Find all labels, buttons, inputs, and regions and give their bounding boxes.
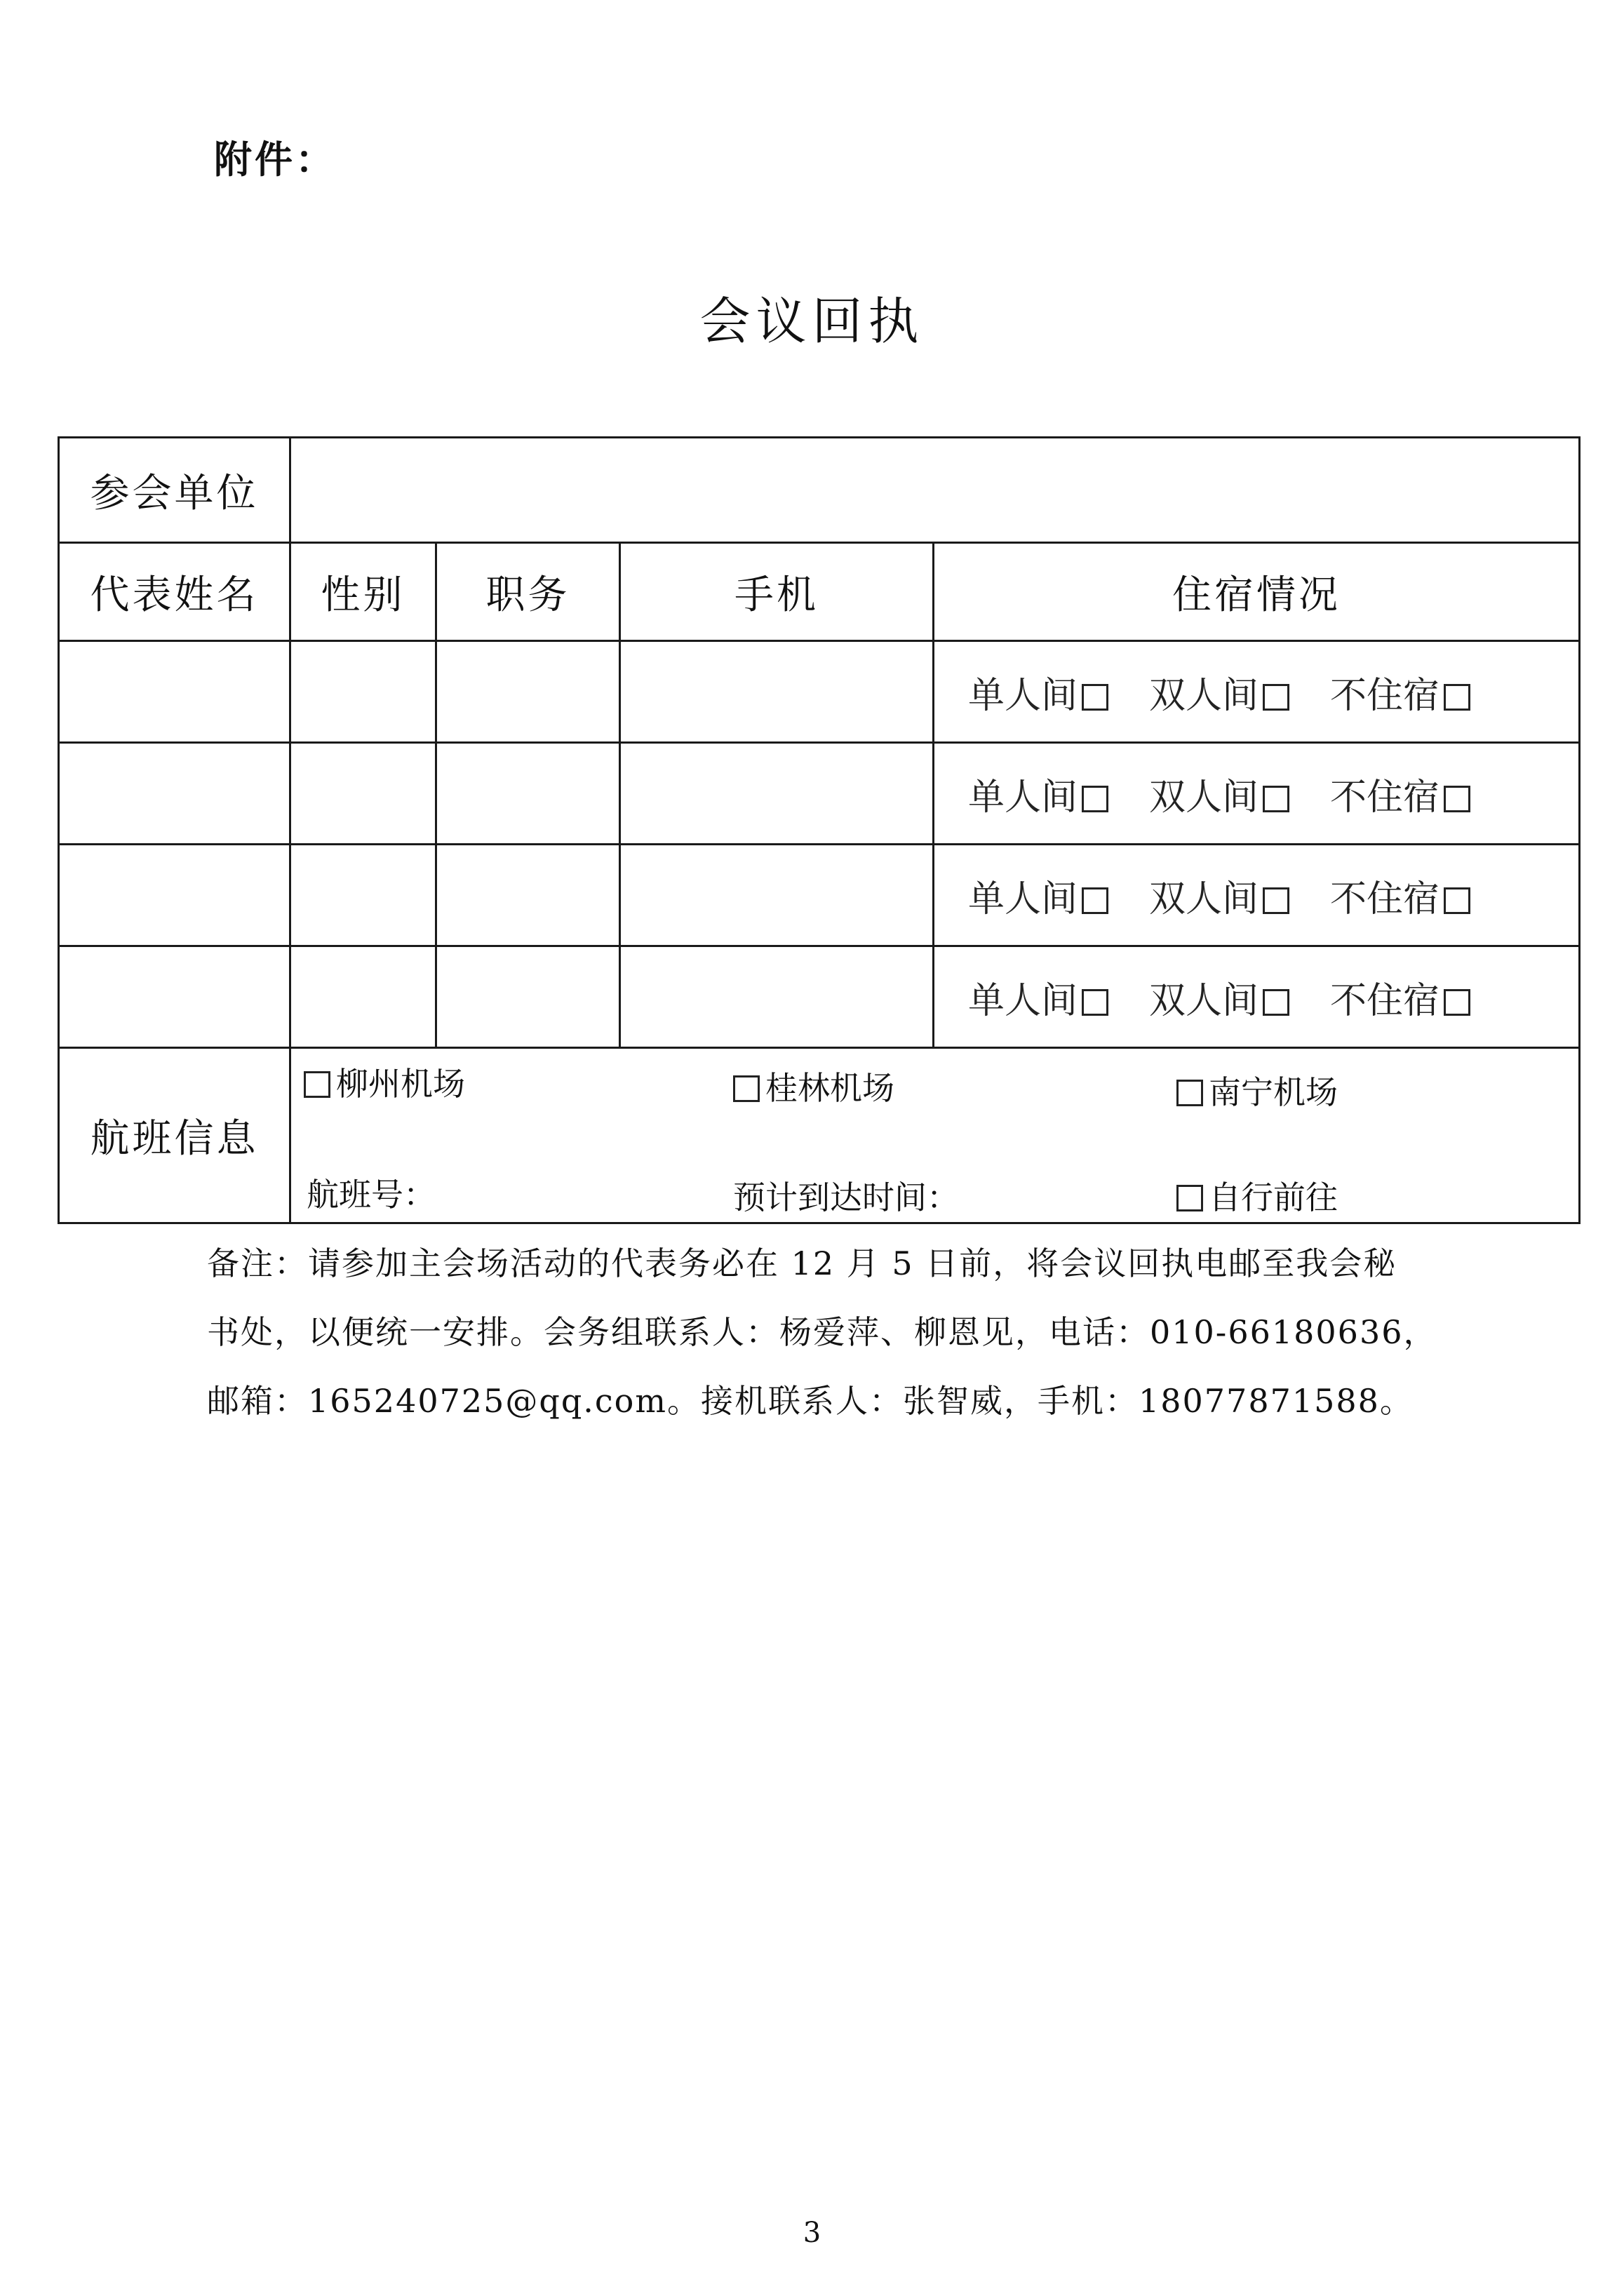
checkbox-icon[interactable] xyxy=(1444,786,1470,812)
single-room-label: 单人间 xyxy=(968,776,1078,819)
lodging-options xyxy=(934,845,1580,946)
nanning-airport-option[interactable] xyxy=(1176,1067,1338,1113)
no-lodging-label: 不住宿 xyxy=(1330,878,1440,920)
header-position: 职务 xyxy=(436,543,620,641)
header-mobile: 手机 xyxy=(620,543,934,641)
no-lodging-option[interactable] xyxy=(1330,869,1470,922)
table-row xyxy=(59,641,1580,743)
no-lodging-option[interactable] xyxy=(1330,971,1470,1023)
single-room-label: 单人间 xyxy=(968,674,1078,717)
double-room-label: 双人间 xyxy=(1149,776,1259,819)
no-lodging-option[interactable] xyxy=(1330,666,1470,718)
no-lodging-option[interactable] xyxy=(1330,767,1470,820)
checkbox-icon[interactable] xyxy=(1444,989,1470,1016)
gender-field[interactable] xyxy=(290,845,436,946)
checkbox-icon[interactable] xyxy=(1444,684,1470,711)
no-lodging-label: 不住宿 xyxy=(1330,776,1440,819)
arrival-time-label: 预计到达时间： xyxy=(733,1179,959,1216)
mobile-field[interactable] xyxy=(620,845,934,946)
header-gender: 性别 xyxy=(290,543,436,641)
checkbox-icon[interactable] xyxy=(1263,786,1289,812)
no-lodging-label: 不住宿 xyxy=(1330,674,1440,717)
checkbox-icon[interactable] xyxy=(304,1071,330,1098)
liuzhou-airport-option[interactable] xyxy=(304,1059,465,1105)
remarks-line: 备注：请参加主会场活动的代表务必在 12 月 5 日前，将会议回执电邮至我会秘 xyxy=(207,1244,1397,1282)
page-number: 3 xyxy=(803,2217,821,2249)
remarks-line: 书处，以便统一安排。会务组联系人：杨爱萍、柳恩见，电话：010-66180636， xyxy=(207,1313,1437,1351)
table-row xyxy=(59,946,1580,1048)
name-field[interactable] xyxy=(59,743,290,845)
checkbox-icon[interactable] xyxy=(1263,684,1289,711)
no-lodging-label: 不住宿 xyxy=(1330,979,1440,1022)
attachment-label: 附件： xyxy=(214,137,336,182)
gender-field[interactable] xyxy=(290,743,436,845)
mobile-field[interactable] xyxy=(620,641,934,743)
flight-number-label: 航班号： xyxy=(307,1176,436,1214)
name-field[interactable] xyxy=(59,845,290,946)
lodging-options xyxy=(934,743,1580,845)
checkbox-icon[interactable] xyxy=(1176,1185,1203,1211)
remarks xyxy=(207,1229,1442,1435)
org-value-field[interactable] xyxy=(290,438,1580,543)
table-row xyxy=(59,743,1580,845)
double-room-option[interactable] xyxy=(1149,666,1289,718)
double-room-label: 双人间 xyxy=(1149,878,1259,920)
lodging-options xyxy=(934,641,1580,743)
guilin-airport-option[interactable] xyxy=(733,1063,894,1109)
double-room-label: 双人间 xyxy=(1149,979,1259,1022)
position-field[interactable] xyxy=(436,845,620,946)
flight-info-cell xyxy=(290,1048,1580,1223)
checkbox-icon[interactable] xyxy=(1082,684,1108,711)
lodging-options xyxy=(934,946,1580,1048)
nanning-airport-label: 南宁机场 xyxy=(1209,1073,1338,1111)
table-row xyxy=(59,845,1580,946)
double-room-option[interactable] xyxy=(1149,971,1289,1023)
position-field[interactable] xyxy=(436,641,620,743)
checkbox-icon[interactable] xyxy=(1082,989,1108,1016)
remarks-line: 邮箱：165240725@qq.com。接机联系人：张智威，手机：18077871588。 xyxy=(207,1382,1414,1420)
double-room-option[interactable] xyxy=(1149,767,1289,820)
position-field[interactable] xyxy=(436,946,620,1048)
header-name: 代表姓名 xyxy=(59,543,290,641)
page-title: 会议回执 xyxy=(699,292,925,351)
mobile-field[interactable] xyxy=(620,743,934,845)
gender-field[interactable] xyxy=(290,946,436,1048)
single-room-option[interactable] xyxy=(968,971,1108,1023)
single-room-option[interactable] xyxy=(968,666,1108,718)
self-travel-option[interactable] xyxy=(1176,1172,1338,1219)
double-room-label: 双人间 xyxy=(1149,674,1259,717)
org-label: 参会单位 xyxy=(59,438,290,543)
flight-info-label: 航班信息 xyxy=(59,1048,290,1223)
position-field[interactable] xyxy=(436,743,620,845)
mobile-field[interactable] xyxy=(620,946,934,1048)
single-room-option[interactable] xyxy=(968,869,1108,922)
single-room-label: 单人间 xyxy=(968,979,1078,1022)
checkbox-icon[interactable] xyxy=(1263,887,1289,914)
checkbox-icon[interactable] xyxy=(733,1075,760,1102)
meeting-reply-form xyxy=(58,436,1581,1224)
self-travel-label: 自行前往 xyxy=(1209,1179,1338,1216)
checkbox-icon[interactable] xyxy=(1082,887,1108,914)
single-room-label: 单人间 xyxy=(968,878,1078,920)
checkbox-icon[interactable] xyxy=(1263,989,1289,1016)
checkbox-icon[interactable] xyxy=(1444,887,1470,914)
name-field[interactable] xyxy=(59,946,290,1048)
header-lodging: 住宿情况 xyxy=(934,543,1580,641)
checkbox-icon[interactable] xyxy=(1176,1080,1203,1106)
double-room-option[interactable] xyxy=(1149,869,1289,922)
liuzhou-airport-label: 柳州机场 xyxy=(336,1065,465,1103)
name-field[interactable] xyxy=(59,641,290,743)
checkbox-icon[interactable] xyxy=(1082,786,1108,812)
single-room-option[interactable] xyxy=(968,767,1108,820)
guilin-airport-label: 桂林机场 xyxy=(765,1069,894,1107)
gender-field[interactable] xyxy=(290,641,436,743)
